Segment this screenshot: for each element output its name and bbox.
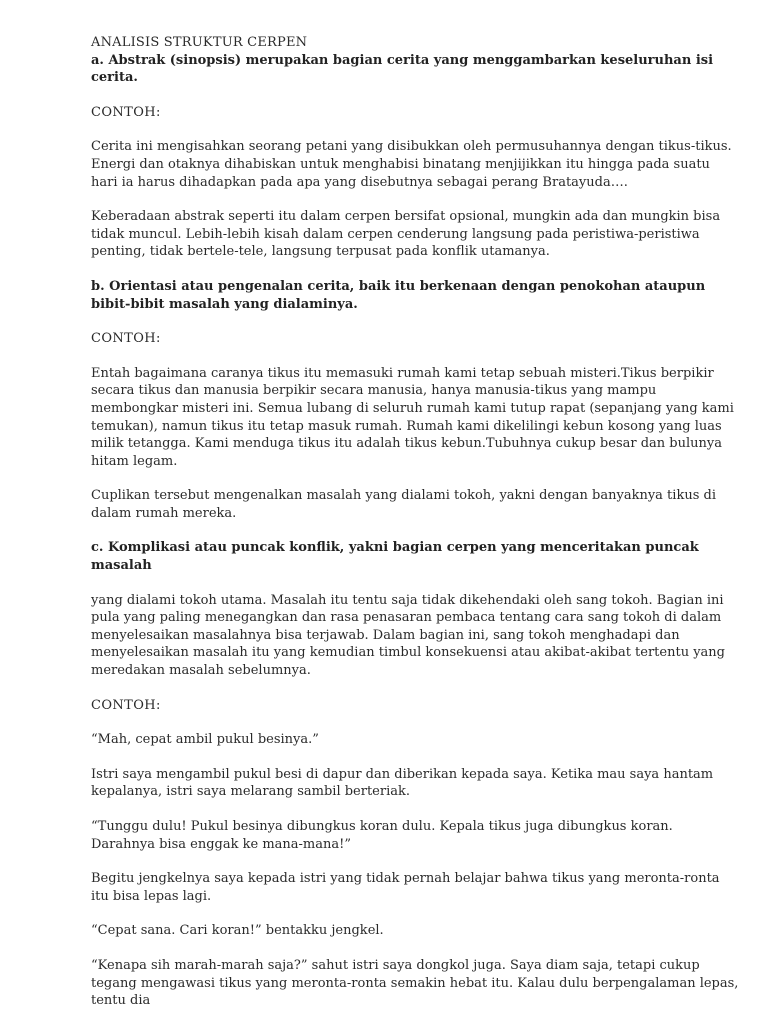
document-page: [91, 34, 739, 1027]
dialogue-paragraph: “Cepat sana. Cari koran!” bentakku jengkel.: [91, 923, 384, 939]
body-paragraph: Istri saya mengambil pukul besi di dapur dan diberikan kepada saya. Ketika mau saya hantam kepalanya, istri saya melarang sambil berteriak.: [91, 766, 714, 800]
body-paragraph: “Kenapa sih marah-marah saja?” sahut istri saya dongkol juga. Saya diam saja, tetapi cukup tegang mengawasi tikus yang meronta-ronta semakin hebat itu. Kalau dulu berpengalaman lepas, tentu dia: [91, 957, 739, 1009]
dialogue-paragraph: “Tunggu dulu! Pukul besinya dibungkus koran dulu. Kepala tikus juga dibungkus koran. Darahnya bisa enggak ke mana-mana!”: [91, 819, 673, 852]
body-paragraph: Cerita ini mengisahkan seorang petani yang disibukkan oleh permusuhannya dengan tikus-tikus. Energi dan otaknya dihabiskan untuk menghabisi binatang menjijikkan itu hingga pada suatu hari ia harus dihadapkan pada apa yang disebutnya sebagai perang Bratayuda….: [91, 139, 732, 190]
body-paragraph: Keberadaan abstrak seperti itu dalam cerpen bersifat opsional, mungkin ada dan mungkin bisa tidak muncul. Lebih-lebih kisah dalam cerpen cenderung langsung pada peristiwa-peristiwa penting, tidak bertele-tele, langsung terpusat pada konflik utamanya.: [91, 209, 721, 260]
body-paragraph: yang dialami tokoh utama. Masalah itu tentu saja tidak dikehendaki oleh sang tokoh. Bagian ini pula yang paling menegangkan dan rasa penasaran pembaca tentang cara sang tokoh di dalam menyelesaikan masalahnya bisa terjawab. Dalam bagian ini, sang tokoh menghadapi dan menyelesaikan masalah itu yang kemudian timbul konsekuensi atau akibat-akibat tertentu yang meredakan masalah sebelumnya.: [91, 592, 725, 679]
section-heading-orientasi: b. Orientasi atau pengenalan cerita, baik itu berkenaan dengan penokohan ataupun bibit-bibit masalah yang dialaminya.: [91, 278, 706, 312]
section-heading-abstrak: a. Abstrak (sinopsis) merupakan bagian cerita yang menggambarkan keseluruhan isi cerita.: [91, 52, 714, 86]
body-paragraph: Begitu jengkelnya saya kepada istri yang tidak pernah belajar bahwa tikus yang meronta-ronta itu bisa lepas lagi.: [91, 871, 720, 904]
example-label: CONTOH:: [91, 104, 161, 120]
section-heading-komplikasi: c. Komplikasi atau puncak konflik, yakni bagian cerpen yang menceritakan puncak masalah: [91, 540, 699, 574]
example-label: CONTOH:: [91, 697, 161, 713]
example-label: CONTOH:: [91, 331, 161, 347]
document-title: ANALISIS STRUKTUR CERPEN: [91, 35, 308, 50]
dialogue-paragraph: “Mah, cepat ambil pukul besinya.”: [91, 732, 319, 748]
body-paragraph: Cuplikan tersebut mengenalkan masalah yang dialami tokoh, yakni dengan banyaknya tikus di dalam rumah mereka.: [91, 488, 716, 521]
body-paragraph: Entah bagaimana caranya tikus itu memasuki rumah kami tetap sebuah misteri.Tikus berpikir secara tikus dan manusia berpikir secara manusia, hanya manusia-tikus yang mampu membongkar misteri ini. Semua lubang di seluruh rumah kami tutup rapat (sepanjang yang kami temukan), namun tikus itu tetap masuk rumah. Rumah kami dikelilingi kebun kosong yang luas milik tetangga. Kami menduga tikus itu adalah tikus kebun.Tubuhnya cukup besar dan bulunya hitam legam.: [91, 365, 734, 469]
